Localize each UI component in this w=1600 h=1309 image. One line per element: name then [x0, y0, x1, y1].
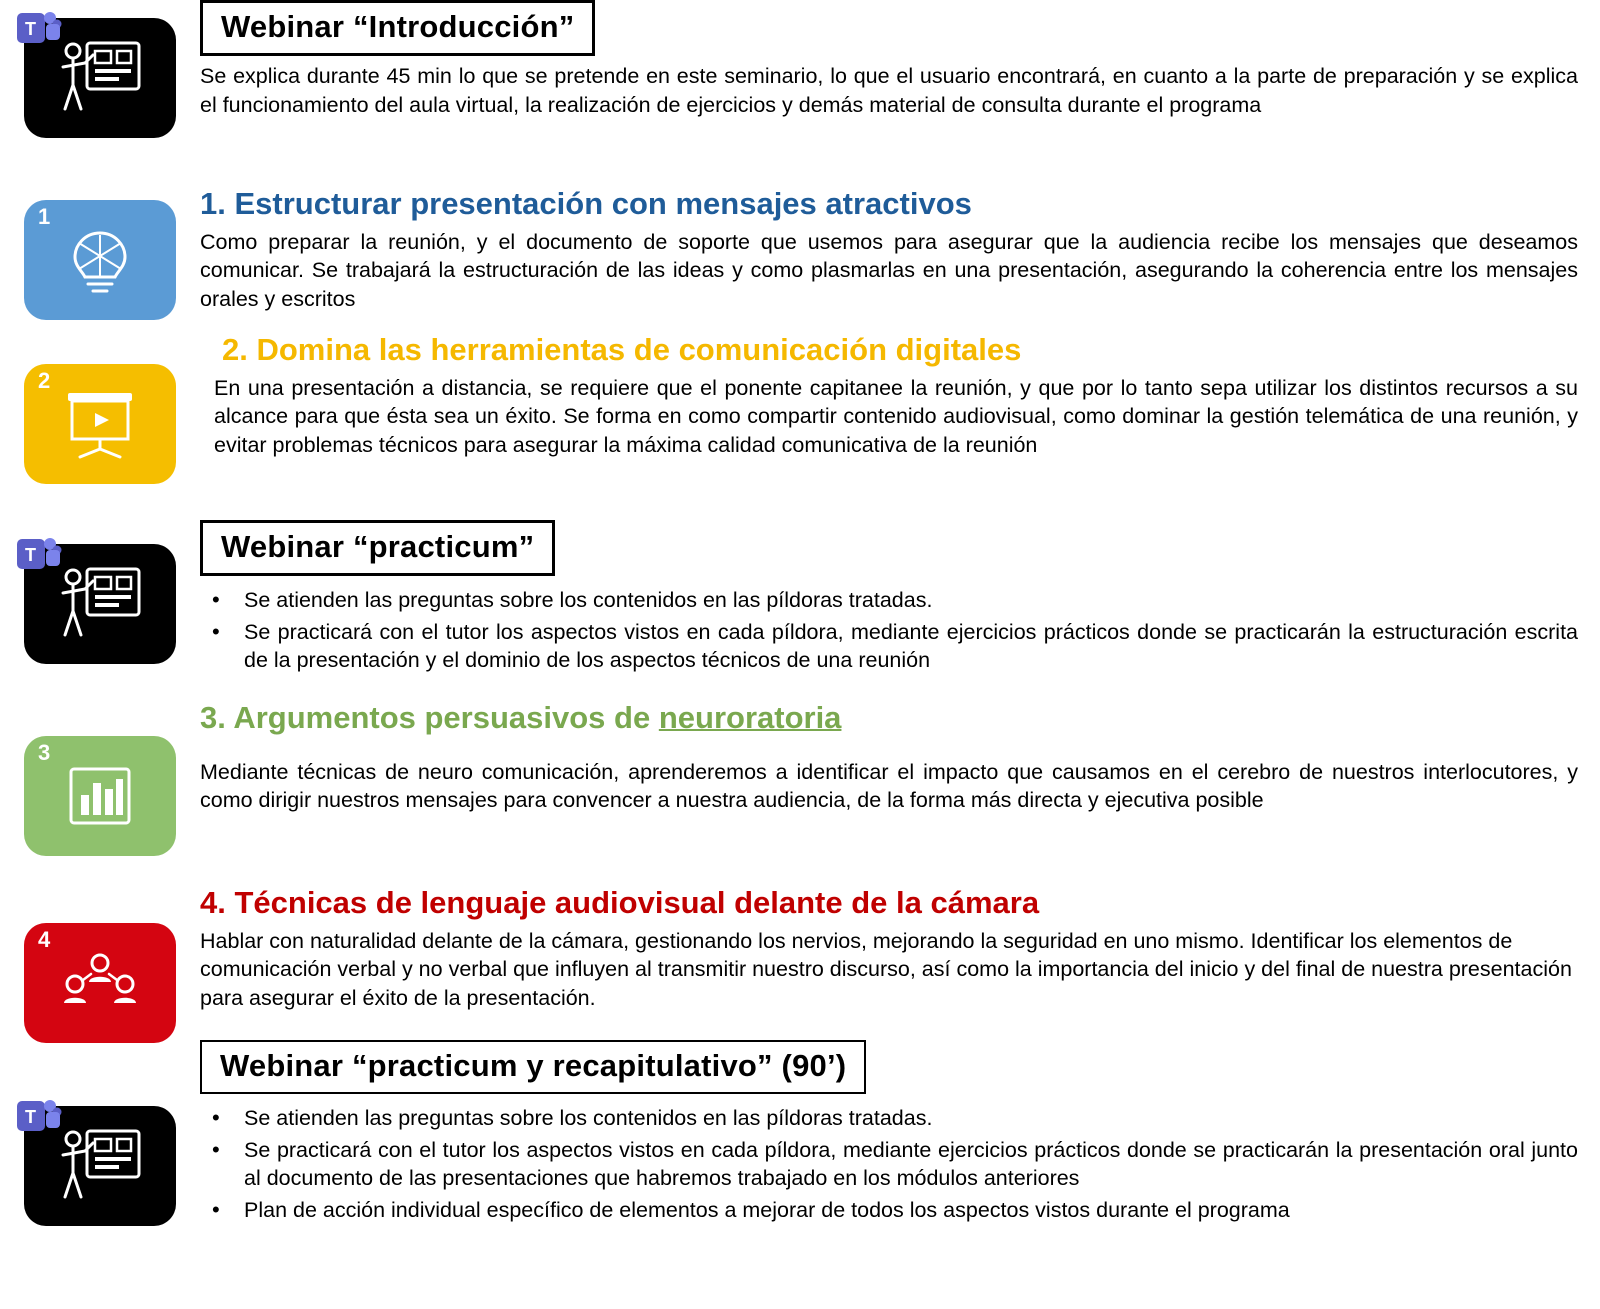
icon-column [0, 520, 200, 664]
icon-column [0, 700, 200, 856]
icon-column [0, 0, 200, 138]
heading-modulo-2: 2. Domina las herramientas de comunicación digitales [222, 332, 1022, 367]
tile-modulo-1 [24, 200, 176, 320]
paragraph: Hablar con naturalidad delante de la cámara, gestionando los nervios, mejorando la seguridad en uno mismo. Identificar los elementos de comunicación verbal y no verbal que influyen al transmitir nuestro discurso, así como la importancia del inicio y del final de nuestra presentación para asegurar el éxito de la presentación. [200, 928, 1572, 1010]
teams-icon [16, 10, 62, 54]
heading-modulo-1: 1. Estructurar presentación con mensajes atractivos [200, 186, 972, 221]
list-item: • Se atienden las preguntas sobre los contenidos en las píldoras tratadas. [200, 1104, 1578, 1133]
paragraph: En una presentación a distancia, se requiere que el ponente capitanee la reunión, y que por lo tanto sepa utilizar los distintos recursos a su alcance para que ésta sea un éxito. Se forma en como compartir contenido audiovisual, como dominar la gestión telemática de una reunión, y evitar problemas técnicos para asegurar la máxima calidad comunicativa de la reunión [214, 375, 1578, 457]
tile-webinar-practicum [24, 544, 176, 664]
tile-modulo-3 [24, 736, 176, 856]
page-title-webinar-practicum-recapitulativo: Webinar “practicum y recapitulativo” (90’) [200, 1040, 866, 1094]
body-column [200, 520, 1600, 678]
body-column [200, 0, 1600, 119]
heading-modulo-3 [200, 700, 1578, 736]
lightbulb-idea-icon [59, 223, 141, 297]
tile-number: 1 [38, 204, 51, 229]
section-modulo-2 [0, 332, 1600, 484]
section-webinar-practicum [0, 520, 1600, 678]
projector-screen-icon [58, 387, 142, 461]
section-modulo-1 [0, 186, 1600, 320]
bullet-list [200, 1104, 1578, 1224]
tile-webinar-introduccion [24, 18, 176, 138]
bullet-list [200, 586, 1578, 675]
tile-webinar-practicum-recapitulativo [24, 1106, 176, 1226]
tile-modulo-4 [24, 923, 176, 1043]
body-column [200, 700, 1600, 815]
page-title-webinar-introduccion: Webinar “Introducción” [200, 0, 595, 56]
heading-modulo-4: 4. Técnicas de lenguaje audiovisual delante de la cámara [200, 885, 1040, 920]
body-column [200, 186, 1600, 313]
paragraph: Se explica durante 45 min lo que se pretende en este seminario, lo que el usuario encontrará, en cuanto a la parte de preparación y se explica el funcionamiento del aula virtual, la realización de ejercicios y demás material de consulta durante el programa [200, 64, 1578, 117]
section-webinar-practicum-recapitulativo [0, 1040, 1600, 1227]
heading-prefix: 3. Argumentos persuasivos de [200, 700, 659, 735]
body-column [200, 885, 1600, 1012]
section-modulo-4 [0, 885, 1600, 1043]
heading-underlined-word: neuroratoria [658, 700, 842, 735]
list-item: • Se atienden las preguntas sobre los contenidos en las píldoras tratadas. [200, 586, 1578, 615]
presenter-icon [57, 39, 143, 117]
body-column [200, 1040, 1600, 1227]
tile-number: 4 [38, 927, 51, 952]
teams-icon [16, 1098, 62, 1142]
section-modulo-3 [0, 700, 1600, 856]
paragraph: Mediante técnicas de neuro comunicación, aprenderemos a identificar el impacto que causamos en el cerebro de nuestros interlocutores, y como dirigir nuestros mensajes para convencer a nuestra audiencia, de la forma más directa y ejecutiva posible [200, 759, 1578, 813]
icon-column [0, 186, 200, 320]
bar-chart-icon [59, 761, 141, 831]
paragraph: Como preparar la reunión, y el documento de soporte que usemos para asegurar que la audiencia recibe los mensajes que deseamos comunicar. Se trabajará la estructuración de las ideas y como plasmarlas en una presentación, asegurando la coherencia entre los mensajes orales y escritos [200, 229, 1578, 311]
svg-text:T: T [25, 19, 36, 39]
list-item: • Se practicará con el tutor los aspectos vistos en cada píldora, mediante ejercicios prácticos donde se practicarán la estructuración escrita de la presentación y el dominio de los aspectos técnicos de una reunión [200, 618, 1578, 675]
teams-icon [16, 536, 62, 580]
list-item: • Se practicará con el tutor los aspectos vistos en cada píldora, mediante ejercicios prácticos donde se practicarán la presentación oral junto al documento de las presentaciones que habremos trabajado en los módulos anteriores [200, 1136, 1578, 1193]
presenter-icon [57, 1127, 143, 1205]
svg-text:T: T [25, 1107, 36, 1127]
page-title-webinar-practicum: Webinar “practicum” [200, 520, 555, 576]
icon-column [0, 332, 200, 484]
icon-column [0, 1040, 200, 1226]
tile-number: 2 [38, 368, 51, 393]
icon-column [0, 885, 200, 1043]
list-item: • Plan de acción individual específico de elementos a mejorar de todos los aspectos vistos durante el programa [200, 1196, 1578, 1225]
tile-modulo-2 [24, 364, 176, 484]
tile-number: 3 [38, 740, 51, 765]
body-column [200, 332, 1600, 459]
presenter-icon [57, 565, 143, 643]
svg-text:T: T [25, 545, 36, 565]
section-webinar-introduccion [0, 0, 1600, 138]
group-people-icon [61, 950, 139, 1016]
